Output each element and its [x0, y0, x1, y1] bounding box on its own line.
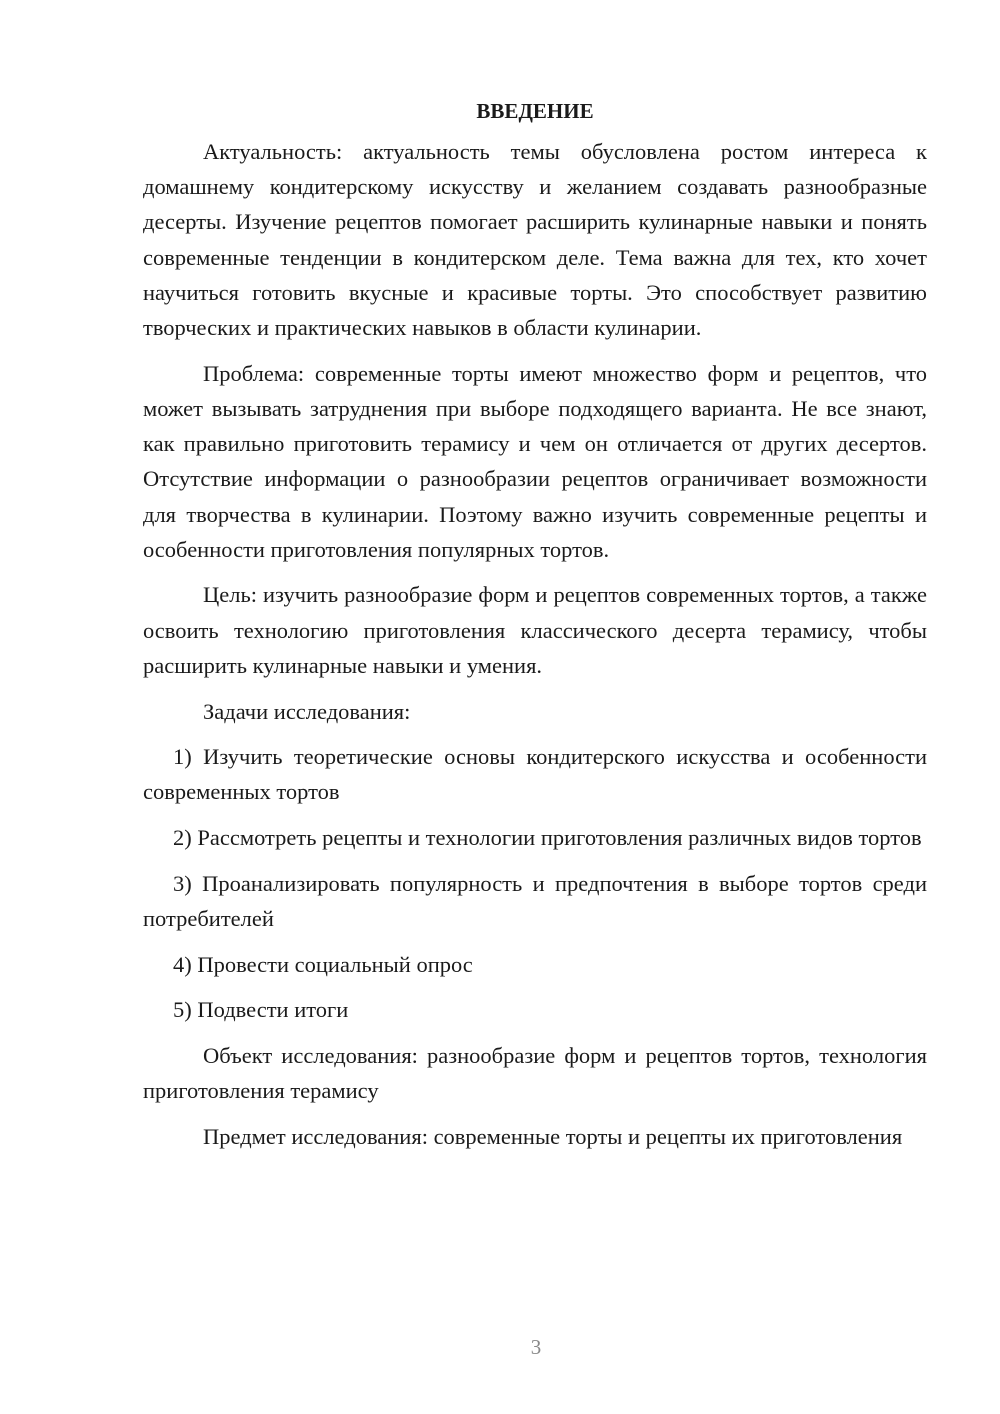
task-item-1: 1) Изучить теоретические основы кондитерского искусства и особенности современных тортов	[143, 744, 927, 805]
relevance-paragraph: Актуальность: актуальность темы обусловлена ростом интереса к домашнему кондитерскому искусству и желанием создавать разнообразные десерты. Изучение рецептов помогает расширить кулинарные навыки и понять современные тенденции в кондитерском деле. Тема важна для тех, кто хочет научиться готовить вкусные и красивые торты. Это способствует развитию творческих и практических навыков в области кулинарии.	[143, 139, 927, 341]
tasks-heading: Задачи исследования:	[203, 698, 411, 724]
page-content	[143, 96, 927, 1165]
research-subject-paragraph: Предмет исследования: современные торты и рецепты их приготовления	[203, 1124, 903, 1150]
research-object-paragraph: Объект исследования: разнообразие форм и рецептов тортов, технология приготовления терамису	[143, 1043, 927, 1104]
task-item-4: 4) Провести социальный опрос	[173, 951, 473, 977]
section-heading: ВВЕДЕНИЕ	[476, 99, 594, 123]
problem-paragraph: Проблема: современные торты имеют множество форм и рецептов, что может вызывать затруднения при выборе подходящего варианта. Не все знают, как правильно приготовить терамису и чем он отличается от других десертов. Отсутствие информации о разнообразии рецептов ограничивает возможности для творчества в кулинарии. Поэтому важно изучить современные рецепты и особенности приготовления популярных тортов.	[143, 360, 927, 562]
task-item-5: 5) Подвести итоги	[173, 997, 349, 1023]
task-item-3: 3) Проанализировать популярность и предпочтения в выборе тортов среди потребителей	[143, 870, 927, 932]
task-item-2: 2) Рассмотреть рецепты и технологии приготовления различных видов тортов	[173, 825, 922, 851]
goal-paragraph: Цель: изучить разнообразие форм и рецептов современных тортов, а также освоить технологию приготовления классического десерта терамису, чтобы расширить кулинарные навыки и умения.	[143, 582, 927, 678]
page-number: 3	[530, 1335, 542, 1359]
